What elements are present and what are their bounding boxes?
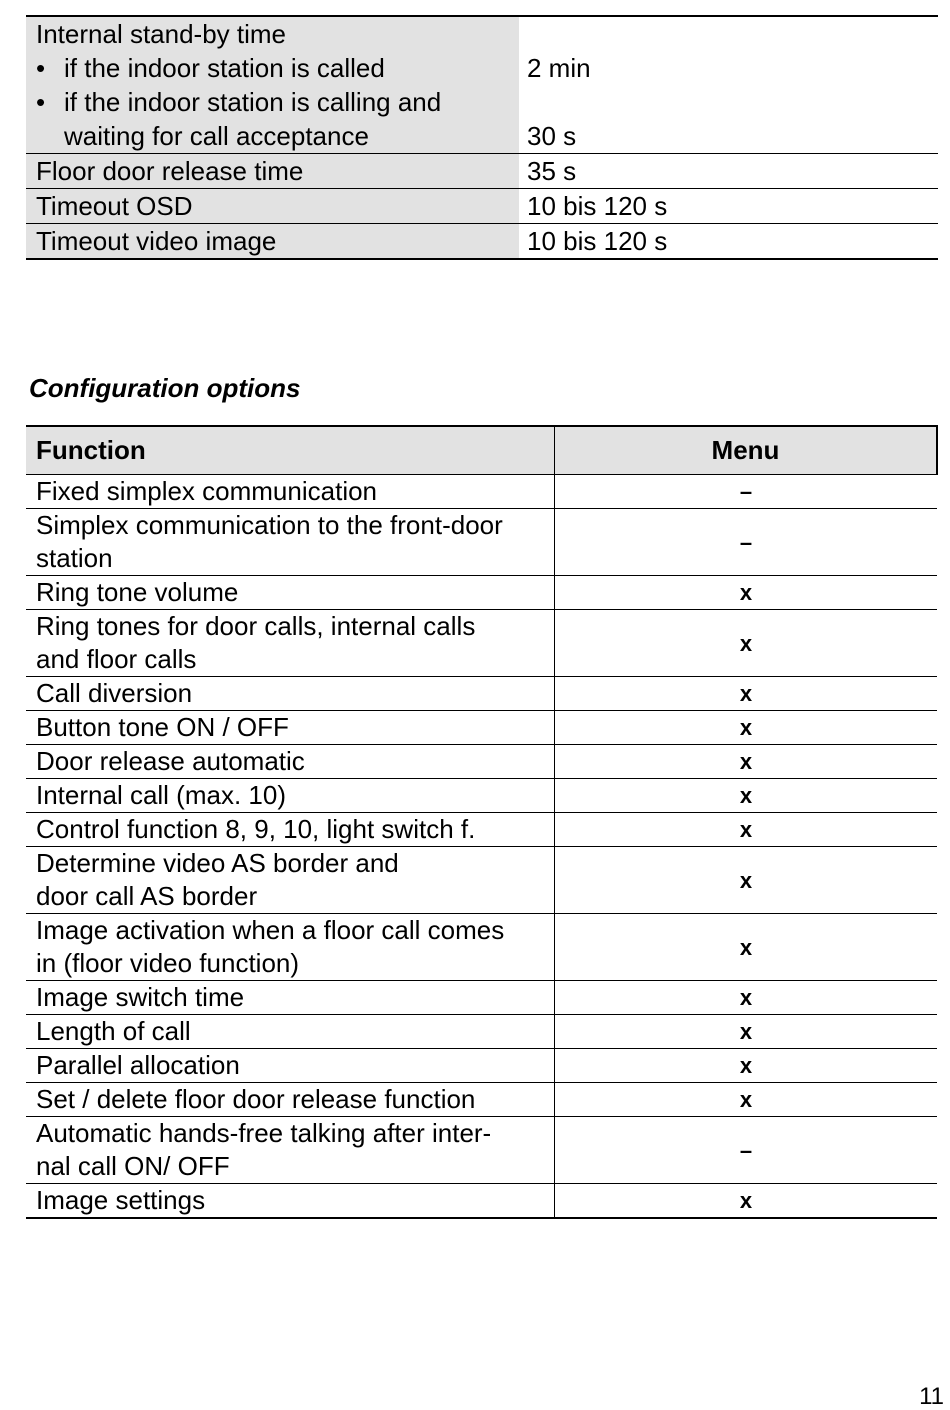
table-row [26, 1117, 937, 1184]
table-row [26, 1015, 937, 1049]
function-text: in (floor video function) [36, 948, 300, 978]
page-number: 11 [919, 1383, 944, 1410]
table-row [26, 610, 937, 677]
table-row [26, 475, 937, 509]
menu-cell: x [555, 847, 938, 914]
function-text: Button tone ON / OFF [36, 712, 289, 742]
standby-bullet-text: if the indoor station is calling and [64, 87, 442, 117]
function-text: Automatic hands-free talking after inter- [36, 1118, 492, 1148]
function-cell [26, 914, 555, 981]
configuration-table-body [26, 475, 937, 1219]
menu-cell: x [555, 576, 938, 610]
function-text: door call AS border [36, 881, 258, 911]
section-heading: Configuration options [29, 373, 301, 403]
table-row [26, 1184, 937, 1219]
timing-row-standby [26, 16, 938, 154]
function-cell [26, 1015, 555, 1049]
function-text: Fixed simplex communication [36, 476, 378, 506]
table-row [26, 1083, 937, 1117]
function-cell [26, 576, 555, 610]
function-cell [26, 1117, 555, 1184]
table-row [26, 576, 937, 610]
table-row [26, 813, 937, 847]
table-row [26, 914, 937, 981]
function-cell [26, 1049, 555, 1083]
menu-cell: x [555, 981, 938, 1015]
timing-value: 35 s [519, 154, 938, 189]
function-cell [26, 779, 555, 813]
function-text: Call diversion [36, 678, 193, 708]
menu-cell: x [555, 677, 938, 711]
bullet-icon: • [36, 53, 46, 83]
function-text: and floor calls [36, 644, 197, 674]
menu-cell: x [555, 1184, 938, 1219]
function-text: Parallel allocation [36, 1050, 240, 1080]
function-text: Control function 8, 9, 10, light switch f. [36, 814, 476, 844]
menu-cell: – [555, 475, 938, 509]
menu-cell: x [555, 779, 938, 813]
menu-cell: x [555, 1049, 938, 1083]
function-cell [26, 610, 555, 677]
function-text: Determine video AS border and [36, 848, 399, 878]
standby-value-called: 2 min [527, 53, 591, 83]
table-row [26, 677, 937, 711]
menu-cell: – [555, 509, 938, 576]
function-text: Length of call [36, 1016, 191, 1046]
function-cell [26, 677, 555, 711]
timing-label: Floor door release time [26, 154, 519, 189]
timing-table [26, 15, 938, 260]
function-text: Image activation when a floor call comes [36, 915, 505, 945]
table-header-row [26, 426, 937, 475]
function-column-header: Function [26, 426, 555, 475]
table-row [26, 779, 937, 813]
function-cell [26, 1184, 555, 1219]
function-text: nal call ON/ OFF [36, 1151, 230, 1181]
menu-cell: x [555, 1015, 938, 1049]
table-row [26, 1049, 937, 1083]
timing-value: 10 bis 120 s [519, 224, 938, 260]
standby-label: Internal stand-by time [36, 19, 287, 49]
standby-bullet-text: waiting for call acceptance [64, 121, 369, 151]
function-text: station [36, 543, 113, 573]
standby-bullet-continuation [36, 119, 519, 153]
function-cell [26, 847, 555, 914]
function-text: Image switch time [36, 982, 245, 1012]
function-text: Ring tones for door calls, internal calls [36, 611, 476, 641]
timing-row [26, 189, 938, 224]
timing-row [26, 224, 938, 260]
function-text: Simplex communication to the front-door [36, 510, 503, 540]
function-cell [26, 813, 555, 847]
menu-cell: x [555, 745, 938, 779]
function-text: Image settings [36, 1185, 206, 1215]
function-cell [26, 1083, 555, 1117]
menu-cell: x [555, 914, 938, 981]
menu-cell: x [555, 1083, 938, 1117]
function-text: Ring tone volume [36, 577, 239, 607]
table-row [26, 745, 937, 779]
function-cell [26, 711, 555, 745]
timing-row [26, 154, 938, 189]
standby-bullet-calling [36, 85, 519, 119]
table-row [26, 509, 937, 576]
timing-label: Timeout video image [26, 224, 519, 260]
standby-value-calling: 30 s [527, 121, 577, 151]
timing-value: 10 bis 120 s [519, 189, 938, 224]
function-text: Internal call (max. 10) [36, 780, 286, 810]
function-cell [26, 745, 555, 779]
standby-bullet-called [36, 51, 519, 85]
menu-cell: – [555, 1117, 938, 1184]
timing-label: Timeout OSD [26, 189, 519, 224]
table-row [26, 981, 937, 1015]
function-cell [26, 981, 555, 1015]
function-cell [26, 509, 555, 576]
menu-cell: x [555, 610, 938, 677]
timing-label-cell [26, 16, 519, 154]
table-row [26, 847, 937, 914]
function-text: Door release automatic [36, 746, 305, 776]
standby-bullet-text: if the indoor station is called [64, 53, 385, 83]
timing-value-cell [519, 16, 938, 154]
configuration-table [26, 425, 938, 1219]
menu-cell: x [555, 711, 938, 745]
function-text: Set / delete floor door release function [36, 1084, 476, 1114]
menu-column-header: Menu [555, 426, 938, 475]
table-row [26, 711, 937, 745]
function-cell [26, 475, 555, 509]
bullet-icon: • [36, 87, 46, 117]
menu-cell: x [555, 813, 938, 847]
